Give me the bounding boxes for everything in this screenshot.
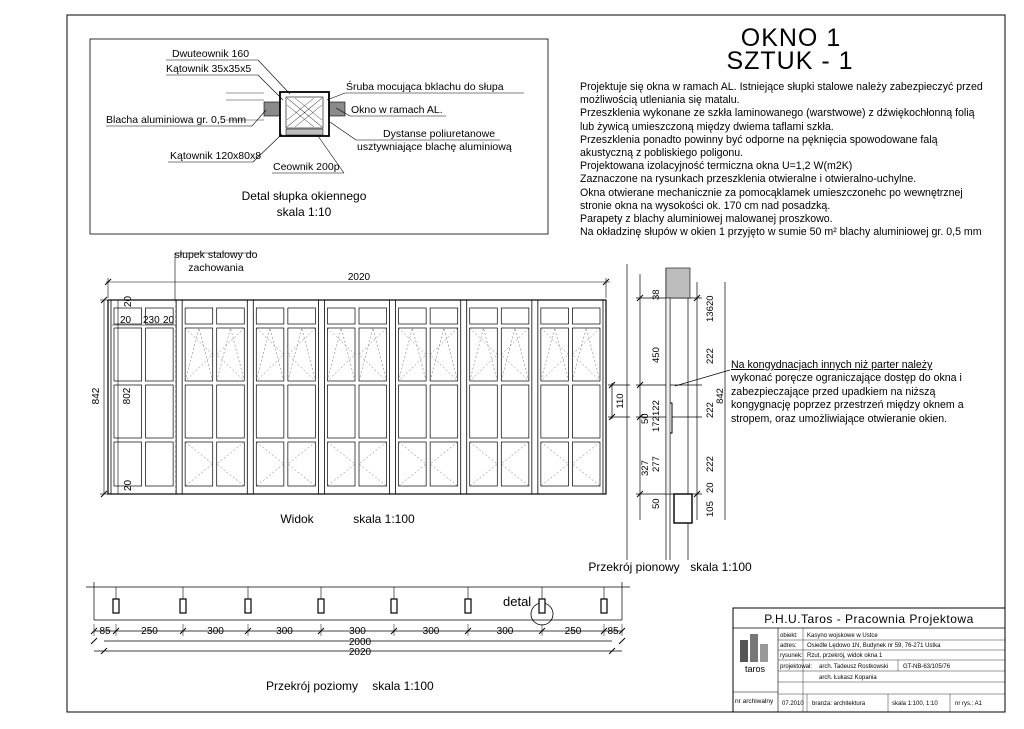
- taros-logo: [740, 634, 768, 674]
- hsection-dim-label: 300: [422, 626, 440, 637]
- window-frame: [108, 300, 606, 494]
- hdim-2020: 2020: [348, 647, 372, 658]
- dim-20-left: 20: [120, 315, 132, 326]
- window-pane: [327, 385, 355, 438]
- dim-20-right: 20: [163, 315, 175, 326]
- description-line: Okna otwierane mechanicznie za pomocąklamek umieszczonehc po wewnętrznej: [580, 186, 963, 199]
- vdim-left-3: 50: [640, 413, 651, 424]
- dim-width: 2020: [347, 272, 371, 283]
- vdim-left-5: 172: [651, 416, 662, 432]
- window-pane: [256, 385, 284, 438]
- opening-marker: [470, 442, 498, 486]
- window-pane: [501, 328, 529, 381]
- opening-marker: [288, 328, 316, 381]
- elevation-caption: Widok: [280, 512, 314, 526]
- tilt-marker: [501, 328, 529, 381]
- logo-text: taros: [744, 664, 766, 674]
- window-pane: [541, 308, 569, 324]
- window-pane: [288, 328, 316, 381]
- window-pane: [288, 442, 316, 486]
- dim-802: 802: [122, 387, 133, 405]
- hsection-dim-label: 300: [349, 626, 366, 637]
- section-post: [539, 599, 545, 613]
- window-pane: [470, 385, 498, 438]
- window-pane: [501, 385, 529, 438]
- description-line: Zaznaczone na rysunkach przeszklenia otwieralne i otwieralno-uchylne.: [580, 173, 917, 186]
- window-pane: [470, 308, 498, 324]
- archive-label: nr archiwalny: [735, 698, 774, 705]
- drawing-quantity: SZTUK - 1: [726, 47, 854, 75]
- hsection-caption: Przekrój poziomy: [265, 679, 359, 693]
- window-pane: [327, 308, 355, 324]
- section-slab-top: [666, 268, 690, 298]
- tb-label-obiekt: obiekt:: [780, 633, 798, 639]
- window-pane: [185, 328, 213, 381]
- hsection-columns: [113, 587, 607, 613]
- window-pane: [288, 308, 316, 324]
- window-pane: [327, 328, 355, 381]
- dim-top-20: 20: [123, 295, 134, 307]
- window-pane: [256, 442, 284, 486]
- slupek-label-2: zachowania: [188, 262, 244, 274]
- detail-scale: skala 1:10: [276, 205, 332, 219]
- opening-marker: [256, 442, 284, 486]
- opening-marker: [430, 328, 458, 381]
- tilt-marker: [359, 328, 387, 381]
- note-line: zabezpieczające przed upadkiem na niższą: [731, 385, 936, 398]
- window-pane: [399, 308, 427, 324]
- window-pane: [399, 385, 427, 438]
- left-profile: [264, 102, 280, 116]
- vdim-right-1: 136: [705, 306, 716, 322]
- label-dystanse-1: Dystanse poliuretanowe: [383, 128, 496, 140]
- tb-designer-2: arch. Łukasz Kopania: [819, 675, 877, 681]
- window-bay: [467, 300, 532, 494]
- drawing-title: OKNO 1: [740, 24, 842, 52]
- description-block: [580, 81, 1010, 239]
- tilt-marker: [572, 328, 600, 381]
- hsection-dim-label: 85: [607, 626, 619, 637]
- railing-note: [731, 359, 991, 426]
- description-line: stronie okna na wysokości ok. 170 cm nad posadzką.: [580, 199, 831, 212]
- window-pane: [541, 442, 569, 486]
- tilt-marker: [217, 328, 245, 381]
- tb-label-adres: adres:: [780, 643, 797, 649]
- vdim-left-0: 38: [651, 289, 662, 300]
- opening-marker: [399, 328, 427, 381]
- label-katownik35: Kątownik 35x35x5: [166, 63, 252, 75]
- window-pane: [399, 442, 427, 486]
- window-elevation: [91, 249, 610, 526]
- vdim-left-6: 327: [640, 460, 651, 476]
- note-line: kongygnację poprzez przestrzeń między oknem a: [731, 399, 964, 412]
- opening-marker: [217, 442, 245, 486]
- hdim-2000: 2000: [348, 637, 372, 648]
- section-post: [245, 599, 251, 613]
- tilt-marker: [256, 328, 284, 381]
- vdim-left-1: 450: [651, 347, 662, 363]
- hsection-dim-label: 250: [564, 626, 582, 637]
- channel-hatch: [286, 129, 323, 135]
- vdim-right-2: 222: [705, 348, 716, 364]
- hsection-dim-label: 250: [141, 626, 158, 637]
- detail-caption: Detal słupka okiennego: [241, 189, 367, 203]
- tilt-marker: [430, 328, 458, 381]
- opening-marker: [185, 328, 213, 381]
- right-profile: [329, 102, 345, 116]
- note-line: Na kongydnacjach innych niż parter należy: [731, 359, 933, 371]
- opening-marker: [541, 442, 569, 486]
- window-pane: [470, 328, 498, 381]
- description-line: Przeszklenia ponadto powinny być odporne na pęknięcia spowodowane falą: [580, 133, 938, 146]
- window-bay: [182, 300, 247, 494]
- window-pane: [359, 328, 387, 381]
- window-pane: [359, 308, 387, 324]
- tb-value-adres: Osiedle Lędowo 1N, Budynek nr 59, 76-271 Ustka: [807, 643, 941, 649]
- window-pane: [359, 385, 387, 438]
- tb-branza: branża: architektura: [812, 701, 866, 707]
- window-pane: [572, 385, 600, 438]
- window-pane: [470, 442, 498, 486]
- label-dystanse-2: usztywniające blachę aluminiową: [357, 141, 512, 153]
- description-line: Projektowana izolacyjność termiczna okna U=1,2 W(m2K): [580, 160, 853, 173]
- window-pane: [430, 308, 458, 324]
- hsection-dim-label: 300: [207, 626, 224, 637]
- window-pane: [399, 328, 427, 381]
- window-pane: [501, 442, 529, 486]
- vdim-right-3: 842: [715, 388, 726, 404]
- window-pane: [146, 442, 174, 486]
- vdim-left-8: 50: [651, 498, 662, 509]
- vdim-right-0: 20: [705, 295, 716, 306]
- window-bay: [111, 300, 176, 494]
- tilt-marker: [288, 328, 316, 381]
- window-pane: [217, 442, 245, 486]
- opening-marker: [501, 442, 529, 486]
- description-line: Przeszklenia wykonane ze szkła laminowanego (warstwowe) z dźwiękochłonną folią: [580, 107, 975, 120]
- window-bays: [111, 300, 603, 494]
- opening-marker: [541, 328, 569, 381]
- opening-marker: [256, 328, 284, 381]
- note-line: wykonać poręcze ograniczające dostęp do okna i: [731, 372, 962, 385]
- section-post: [318, 599, 324, 613]
- tb-designer-1: arch. Tadeusz Rostkowski: [819, 664, 889, 670]
- vdim-right-5: 222: [705, 456, 716, 472]
- window-pane: [572, 308, 600, 324]
- tb-date: 07.2010: [782, 701, 804, 707]
- vdim-right-4: 222: [705, 402, 716, 418]
- opening-marker: [470, 328, 498, 381]
- window-pane: [430, 442, 458, 486]
- tb-label-projektowal: projektował:: [780, 664, 813, 670]
- tilt-marker: [399, 328, 427, 381]
- description-line: lub żywicą umieszczoną między dwiema taflami szkła.: [580, 120, 834, 133]
- window-pane: [146, 328, 174, 381]
- opening-marker: [572, 442, 600, 486]
- hsection-scale: skala 1:100: [372, 679, 434, 693]
- window-pane: [541, 385, 569, 438]
- opening-marker: [399, 442, 427, 486]
- vdim-right-7: 105: [705, 501, 716, 517]
- description-line: akustyczną z pobliskiego poligonu.: [580, 147, 744, 160]
- opening-marker: [430, 442, 458, 486]
- label-ceownik: Ceownik 200p: [273, 161, 340, 173]
- tb-skala: skala 1:100, 1:10: [892, 701, 938, 707]
- column-detail: [90, 39, 548, 234]
- vdim-left-7: 277: [651, 456, 662, 472]
- window-pane: [501, 308, 529, 324]
- section-post: [113, 599, 119, 613]
- section-frame: [666, 298, 670, 494]
- window-pane: [541, 328, 569, 381]
- window-pane: [217, 385, 245, 438]
- window-pane: [430, 328, 458, 381]
- opening-marker: [359, 442, 387, 486]
- window-pane: [256, 328, 284, 381]
- tilt-marker: [327, 328, 355, 381]
- description-line: możliwością utleniania się matalu.: [580, 94, 740, 107]
- vsection-caption: Przekrój pionowy: [588, 560, 680, 574]
- window-pane: [288, 385, 316, 438]
- tb-value-rysunek: Rzut, przekrój, widok okna 1: [807, 653, 883, 659]
- tb-label-rysunek: rysunek:: [780, 653, 803, 659]
- description-line: Na okładzinę słupów w okien 1 przyjęto w sumie 50 m² blachy aluminiowej gr. 0,5 mm: [580, 226, 982, 239]
- section-post: [601, 599, 607, 613]
- vsection-scale: skala 1:100: [690, 560, 752, 574]
- window-bay: [253, 300, 318, 494]
- window-pane: [256, 308, 284, 324]
- opening-marker: [327, 442, 355, 486]
- opening-marker: [185, 442, 213, 486]
- label-sruba: Śruba mocująca bklachu do słupa: [346, 81, 504, 93]
- window-pane: [146, 385, 174, 438]
- window-bay: [538, 300, 603, 494]
- note-line: stropem, oraz umożliwiające otwieranie okien.: [731, 412, 948, 425]
- window-pane: [359, 442, 387, 486]
- elevation-scale: skala 1:100: [353, 512, 415, 526]
- dim-230: 230: [143, 315, 160, 326]
- tb-value-obiekt: Kasyno wojskowe w Ustce: [807, 633, 878, 639]
- label-katownik120: Kątownik 120x80x8: [170, 150, 262, 162]
- window-pane: [572, 442, 600, 486]
- window-pane: [217, 308, 245, 324]
- hsection-dim-label: 85: [99, 626, 111, 637]
- window-pane: [572, 328, 600, 381]
- hsection-dim-label: 300: [276, 626, 293, 637]
- window-bay: [324, 300, 389, 494]
- opening-marker: [217, 328, 245, 381]
- opening-marker: [359, 328, 387, 381]
- dim-842: 842: [91, 387, 102, 405]
- window-pane: [185, 308, 213, 324]
- slupek-label-1: słupek stalowy do: [174, 249, 258, 261]
- opening-marker: [501, 328, 529, 381]
- firm-name: P.H.U.Taros - Pracownia Projektowa: [764, 612, 974, 626]
- vertical-section: [588, 264, 752, 574]
- tb-nr: nr rys.: A1: [955, 701, 983, 707]
- section-slab-bottom: [674, 494, 692, 523]
- label-dwuteownik: Dwuteownik 160: [172, 48, 250, 60]
- tilt-marker: [185, 328, 213, 381]
- section-post: [391, 599, 397, 613]
- tilt-marker: [470, 328, 498, 381]
- opening-marker: [572, 328, 600, 381]
- opening-marker: [327, 328, 355, 381]
- horizontal-section: [86, 582, 630, 693]
- description-line: Projektuje się okna w ramach AL. Istniejące słupki stalowe należy zabezpieczyć przed: [580, 81, 983, 93]
- label-blacha: Blacha aluminiowa gr. 0,5 mm: [106, 114, 247, 126]
- section-post: [465, 599, 471, 613]
- window-pane: [430, 385, 458, 438]
- window-bay: [396, 300, 461, 494]
- section-post: [180, 599, 186, 613]
- vdim-left-4: 122: [651, 400, 662, 416]
- detal-label: detal: [503, 594, 532, 609]
- opening-marker: [288, 442, 316, 486]
- window-pane: [327, 442, 355, 486]
- vdim-left-2: 110: [615, 393, 626, 409]
- window-pane: [185, 385, 213, 438]
- dim-bottom-20: 20: [123, 479, 134, 491]
- window-pane: [217, 328, 245, 381]
- window-pane: [185, 442, 213, 486]
- hsection-dim-label: 300: [496, 626, 514, 637]
- tilt-marker: [541, 328, 569, 381]
- tb-license: GT-NB-63/105/76: [903, 664, 951, 670]
- label-okno-al: Okno w ramach AL.: [351, 104, 443, 116]
- vdim-right-6: 20: [705, 482, 716, 493]
- description-line: Parapety z blachy aluminiowej malowanej proszkowo.: [580, 213, 833, 226]
